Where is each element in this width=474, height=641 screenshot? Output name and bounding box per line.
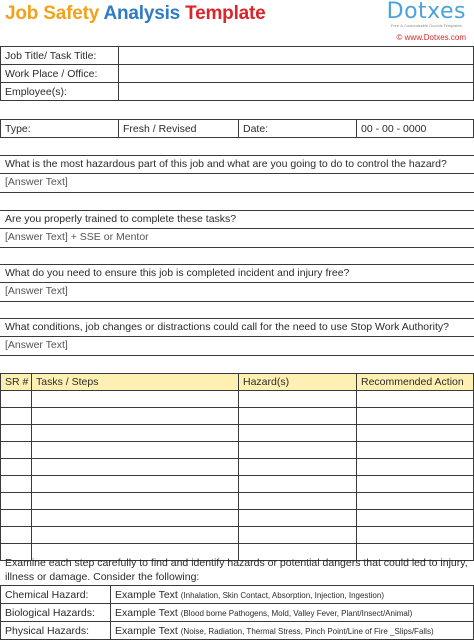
hazard-cell[interactable] [239,476,357,493]
task-row [1,459,474,476]
divider [0,247,474,248]
work-place-field[interactable] [119,65,474,83]
example-text: Example Text [115,624,178,637]
table-row [1,120,474,138]
biological-hazard-field[interactable] [111,604,474,622]
answer-3[interactable]: [Answer Text] [5,285,68,297]
action-cell[interactable] [357,391,474,408]
divider [0,173,474,174]
page-header [0,0,474,44]
table-row [1,604,474,622]
employees-label: Employee(s): [1,83,119,101]
divider [0,155,474,156]
hazard-cell[interactable] [239,442,357,459]
sr-cell[interactable] [1,425,32,442]
header-sr: SR # [1,374,32,391]
task-cell[interactable] [32,425,239,442]
table-row [1,586,474,604]
title-part-1: Job Safety [5,3,100,24]
divider [0,336,474,337]
website-line [397,33,467,42]
task-cell[interactable] [32,391,239,408]
website-link[interactable]: www.Dotxes.com [404,33,466,42]
hazard-cell[interactable] [239,425,357,442]
biological-hazard-label: Biological Hazards: [1,604,111,622]
header-tasks: Tasks / Steps [32,374,239,391]
sr-cell[interactable] [1,476,32,493]
question-2: Are you properly trained to complete these tasks? [5,213,237,225]
hazard-detail: (Noise, Radiation, Thermal Stress, Pinch Point/Line of Fire _Slips/Falls) [180,626,434,636]
work-place-label: Work Place / Office: [1,65,119,83]
hazard-cell[interactable] [239,493,357,510]
action-cell[interactable] [357,493,474,510]
title-part-2: Analysis [103,3,181,24]
hazard-cell[interactable] [239,408,357,425]
task-cell[interactable] [32,510,239,527]
copyright-icon: © [396,33,403,42]
task-cell[interactable] [32,408,239,425]
task-row [1,476,474,493]
sr-cell[interactable] [1,510,32,527]
logo-tagline: Free & Customizable Doc/xls Templates [390,23,462,28]
logo-text: Dotxes [386,0,466,24]
sr-cell[interactable] [1,391,32,408]
question-1: What is the most hazardous part of this job and what are you going to do to control the hazard? [5,158,447,170]
type-date-table [0,119,474,138]
divider [0,192,474,193]
sr-cell[interactable] [1,493,32,510]
task-table-header [1,374,474,391]
task-row [1,442,474,459]
divider [0,210,474,211]
table-row [1,47,474,65]
chemical-hazard-label: Chemical Hazard: [1,586,111,604]
date-field[interactable]: 00 - 00 - 0000 [357,120,474,138]
job-info-table [0,46,474,101]
divider [0,264,474,265]
hazard-cell[interactable] [239,527,357,544]
task-table [0,373,474,561]
action-cell[interactable] [357,425,474,442]
page-title [5,3,266,25]
example-text: Example Text [115,606,178,619]
task-cell[interactable] [32,527,239,544]
hazard-detail: (Blood borne Pathogens, Mold, Valley Fever, Plant/Insect/Animal) [180,608,413,618]
job-title-label: Job Title/ Task Title: [1,47,119,65]
action-cell[interactable] [357,408,474,425]
divider [0,282,474,283]
divider [0,318,474,319]
task-row [1,493,474,510]
answer-1[interactable]: [Answer Text] [5,176,68,188]
hazard-intro: Examine each step carefully to find and identify hazards or potential dangers that could led to injury, illness or damage. Consider the following: [5,557,468,583]
header-hazards: Hazard(s) [239,374,357,391]
header-recommended-action: Recommended Action [357,374,474,391]
question-3: What do you need to ensure this job is completed incident and injury free? [5,267,350,279]
sr-cell[interactable] [1,408,32,425]
divider [0,355,474,356]
action-cell[interactable] [357,442,474,459]
task-cell[interactable] [32,442,239,459]
answer-4[interactable]: [Answer Text] [5,339,68,351]
sr-cell[interactable] [1,442,32,459]
job-title-field[interactable] [119,47,474,65]
title-part-3: Template [185,3,266,24]
action-cell[interactable] [357,527,474,544]
employees-field[interactable] [119,83,474,101]
task-row [1,510,474,527]
hazard-cell[interactable] [239,459,357,476]
question-4: What conditions, job changes or distractions could call for the need to use Stop Work Authority? [5,321,449,333]
divider [0,301,474,302]
type-field[interactable]: Fresh / Revised [119,120,239,138]
table-row [1,65,474,83]
task-cell[interactable] [32,459,239,476]
hazard-cell[interactable] [239,510,357,527]
answer-2[interactable]: [Answer Text] + SSE or Mentor [5,231,149,243]
action-cell[interactable] [357,459,474,476]
task-cell[interactable] [32,493,239,510]
task-cell[interactable] [32,476,239,493]
task-row [1,391,474,408]
sr-cell[interactable] [1,459,32,476]
hazard-detail: (Inhalation, Skin Contact, Absorption, Injection, Ingestion) [180,590,384,600]
type-label: Type: [1,120,119,138]
task-row [1,408,474,425]
physical-hazard-field[interactable] [111,622,474,640]
example-text: Example Text [115,588,178,601]
physical-hazard-label: Physical Hazards: [1,622,111,640]
task-row [1,527,474,544]
action-cell[interactable] [357,510,474,527]
action-cell[interactable] [357,476,474,493]
task-row [1,425,474,442]
divider [0,228,474,229]
hazard-cell[interactable] [239,391,357,408]
chemical-hazard-field[interactable] [111,586,474,604]
date-label: Date: [239,120,357,138]
table-row [1,83,474,101]
sr-cell[interactable] [1,527,32,544]
dotxes-logo [387,1,466,28]
hazard-table [0,585,474,640]
table-row [1,622,474,640]
